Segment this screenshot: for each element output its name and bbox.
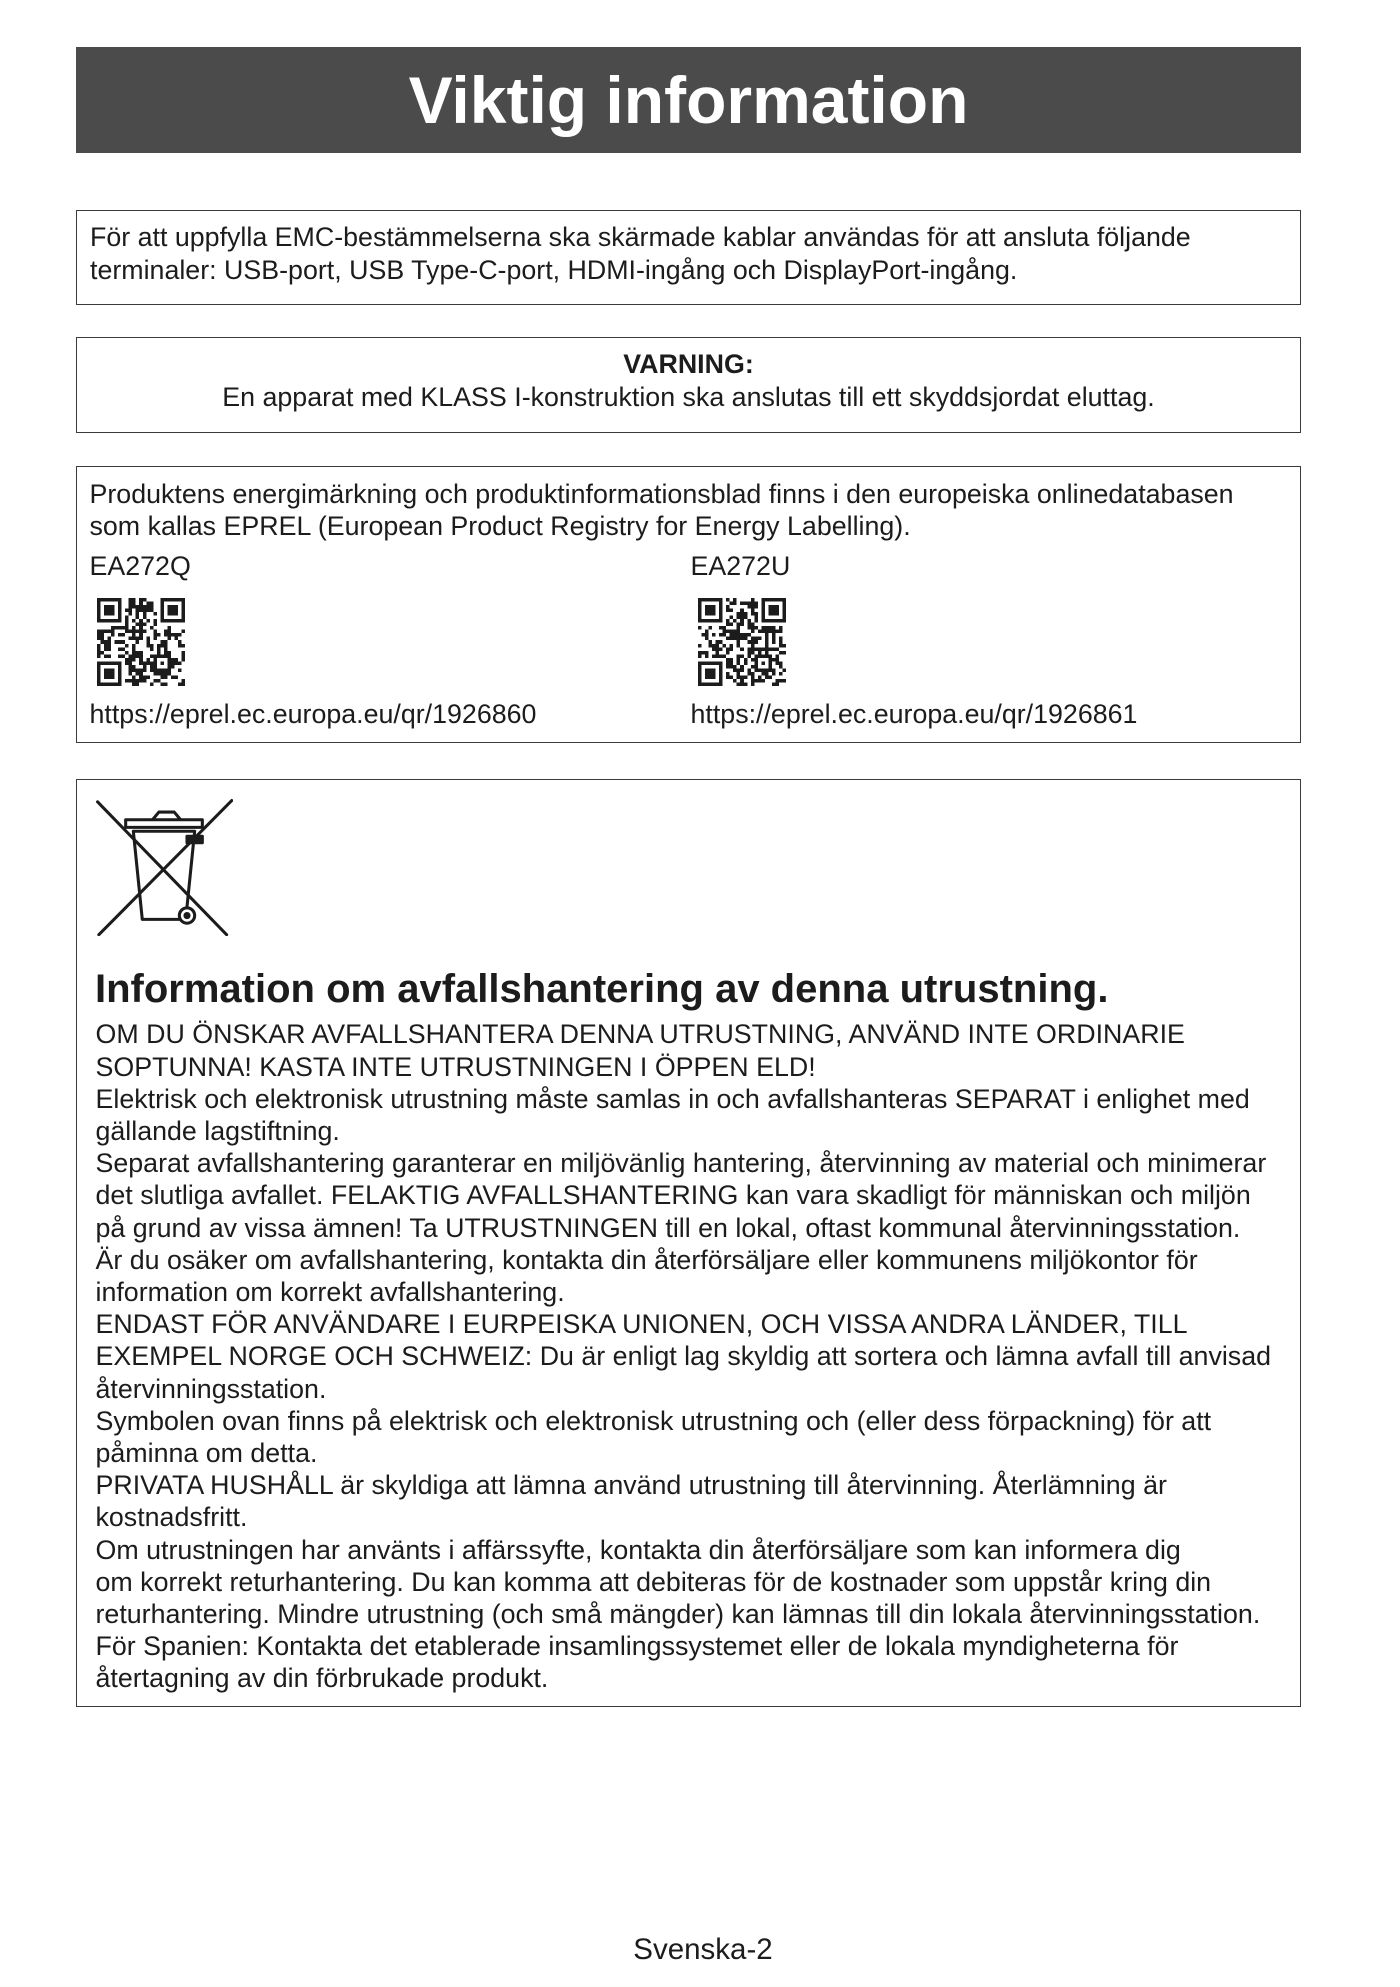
disposal-paragraph: Symbolen ovan finns på elektrisk och elektronisk utrustning och (eller dess förpackning) för att påminna om detta. [95,1405,1212,1469]
qr-code-icon [698,598,786,686]
warning-box [76,337,1301,433]
qr-code-pattern [97,598,185,686]
qr-code-icon [97,598,185,686]
disposal-paragraph: Om utrustningen har använts i affärssyfte, kontakta din återförsäljare som kan informera dig om korrekt returhantering. Du kan komma att debiteras för de kostnader som uppstår kring din returhantering. Mindre utrustning (och små mängder) kan lämnas till din lokala återvinningsstation. [95,1534,1261,1630]
bin-lid [125,819,202,827]
eprel-product-ea272q [90,467,650,742]
eprel-url: https://eprel.ec.europa.eu/qr/1926860 [89,698,537,729]
crossed-out-wheelie-bin-icon [95,798,233,936]
warning-content [77,348,1300,414]
eprel-url: https://eprel.ec.europa.eu/qr/1926861 [690,698,1138,729]
eprel-product-ea272u [691,467,1251,742]
disposal-paragraph: PRIVATA HUSHÅLL är skyldiga att lämna använd utrustning till återvinning. Återlämning är kostnadsfritt. [95,1470,1167,1533]
disposal-info-box [76,779,1301,1707]
bin-wheel-hub [184,913,188,917]
emc-notice-box [76,210,1301,305]
warning-text: En apparat med KLASS I-konstruktion ska anslutas till ett skyddsjordat eluttag. [222,382,1155,412]
disposal-paragraph: OM DU ÖNSKAR AVFALLSHANTERA DENNA UTRUSTNING, ANVÄND INTE ORDINARIE SOPTUNNA! KASTA INTE UTRUSTNINGEN I ÖPPEN ELD! [95,1019,1185,1082]
disposal-body [96,1018,1272,1694]
disposal-paragraph: ENDAST FÖR ANVÄNDARE I EURPEISKA UNIONEN, OCH VISSA ANDRA LÄNDER, TILL EXEMPEL NORGE OCH SCHWEIZ: Du är enligt lag skyldig att sortera och lämna avfall till anvisad återvinningsstation. [95,1309,1272,1404]
model-label: EA272U [690,550,791,581]
disposal-paragraph: Är du osäker om avfallshantering, kontakta din återförsäljare eller kommunens miljökontor för information om korrekt avfallshantering. [95,1244,1198,1308]
disposal-paragraph: Separat avfallshantering garanterar en miljövänlig hantering, återvinning av material och minimerar det slutliga avfallet. FELAKTIG AVFALLSHANTERING kan vara skadligt för människan och miljön på grund av vissa ämnen! Ta UTRUSTNINGEN till en lokal, oftast kommunal återvinningsstation. [95,1148,1267,1243]
qr-code-pattern [698,598,786,686]
bin-body [133,831,194,919]
disposal-paragraph: Elektrisk och elektronisk utrustning måste samlas in och avfallshanteras SEPARAT i enlighet med gällande lagstiftning. [95,1083,1250,1146]
disposal-paragraph: För Spanien: Kontakta det etablerade insamlingssystemet eller de lokala myndigheterna för återtagning av din förbrukade produkt. [95,1631,1179,1694]
page-number: Svenska-2 [633,1933,773,1966]
page-title: Viktig information [408,63,969,137]
warning-label: VARNING: [623,349,754,379]
emc-notice-text: För att uppfylla EMC-bestämmelserna ska skärmade kablar användas för att ansluta följande terminaler: USB-port, USB Type-C-port, HDMI-ingång och DisplayPort-ingång. [90,222,1191,285]
eprel-box [76,466,1301,743]
model-label: EA272Q [89,550,191,581]
title-bar [76,47,1301,153]
disposal-heading: Information om avfallshantering av denna utrustning. [95,966,1109,1011]
eprel-intro-text: Produktens energimärkning och produktinformationsblad finns i den europeiska onlinedatabasen som kallas EPREL (European Product Registry for Energy Labelling). [89,478,1234,541]
